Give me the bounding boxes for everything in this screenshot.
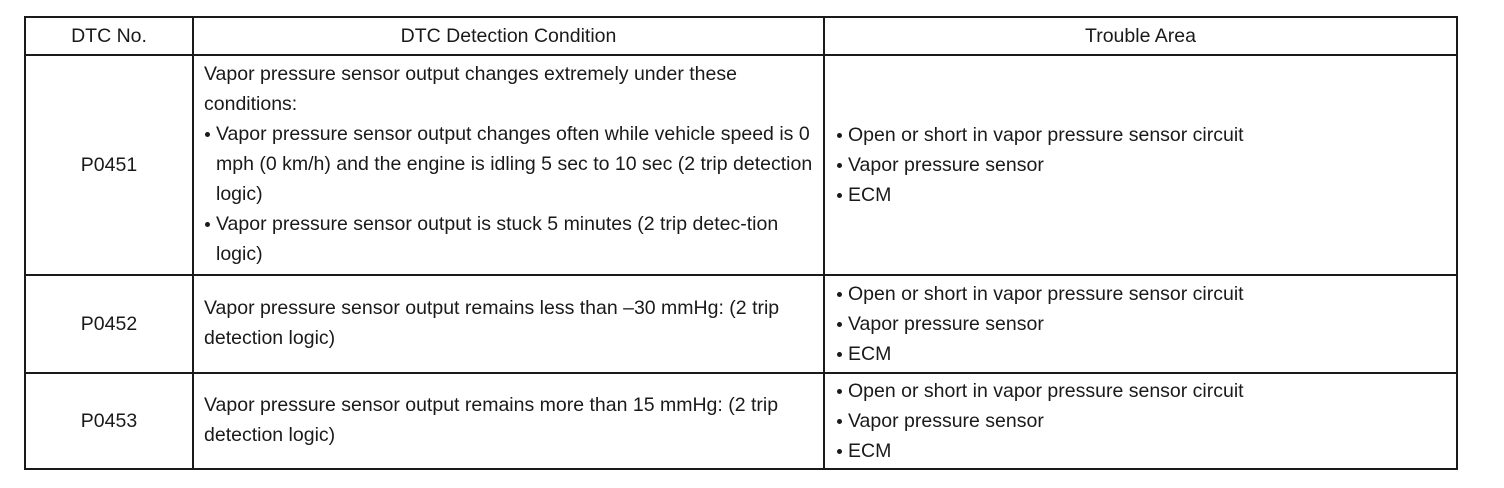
trouble-area [824,275,1457,373]
trouble-area-item: Vapor pressure sensor [835,150,1446,180]
condition-bullet-list [204,119,813,269]
header-dtc-no: DTC No. [25,17,193,55]
table-body [25,55,1457,469]
header-trouble-area: Trouble Area [824,17,1457,55]
dtc-code: P0453 [25,373,193,469]
trouble-area-item: Open or short in vapor pressure sensor circuit [835,279,1446,309]
dtc-table [24,16,1458,470]
header-detection-condition: DTC Detection Condition [193,17,824,55]
trouble-area-item: Vapor pressure sensor [835,406,1446,436]
detection-condition: Vapor pressure sensor output remains less than –30 mmHg: (2 trip detection logic) [193,275,824,373]
table-row [25,275,1457,373]
dtc-code: P0451 [25,55,193,275]
detection-condition [193,55,824,275]
table-header [25,17,1457,55]
trouble-area-item: ECM [835,436,1446,466]
trouble-area-item: Vapor pressure sensor [835,309,1446,339]
condition-bullet: Vapor pressure sensor output changes often while vehicle speed is 0 mph (0 km/h) and the engine is idling 5 sec to 10 sec (2 trip detection logic) [204,119,813,209]
trouble-area-item: ECM [835,180,1446,210]
header-row [25,17,1457,55]
trouble-area [824,373,1457,469]
table-row [25,373,1457,469]
dtc-code: P0452 [25,275,193,373]
trouble-area [824,55,1457,275]
trouble-area-item: Open or short in vapor pressure sensor circuit [835,120,1446,150]
table-row [25,55,1457,275]
trouble-area-list [835,120,1446,210]
trouble-area-item: ECM [835,339,1446,369]
trouble-area-item: Open or short in vapor pressure sensor circuit [835,376,1446,406]
detection-condition: Vapor pressure sensor output remains more than 15 mmHg: (2 trip detection logic) [193,373,824,469]
condition-intro: Vapor pressure sensor output changes extremely under these conditions: [204,63,737,115]
trouble-area-list [835,376,1446,466]
condition-bullet: Vapor pressure sensor output is stuck 5 minutes (2 trip detec-tion logic) [204,209,813,269]
trouble-area-list [835,279,1446,369]
